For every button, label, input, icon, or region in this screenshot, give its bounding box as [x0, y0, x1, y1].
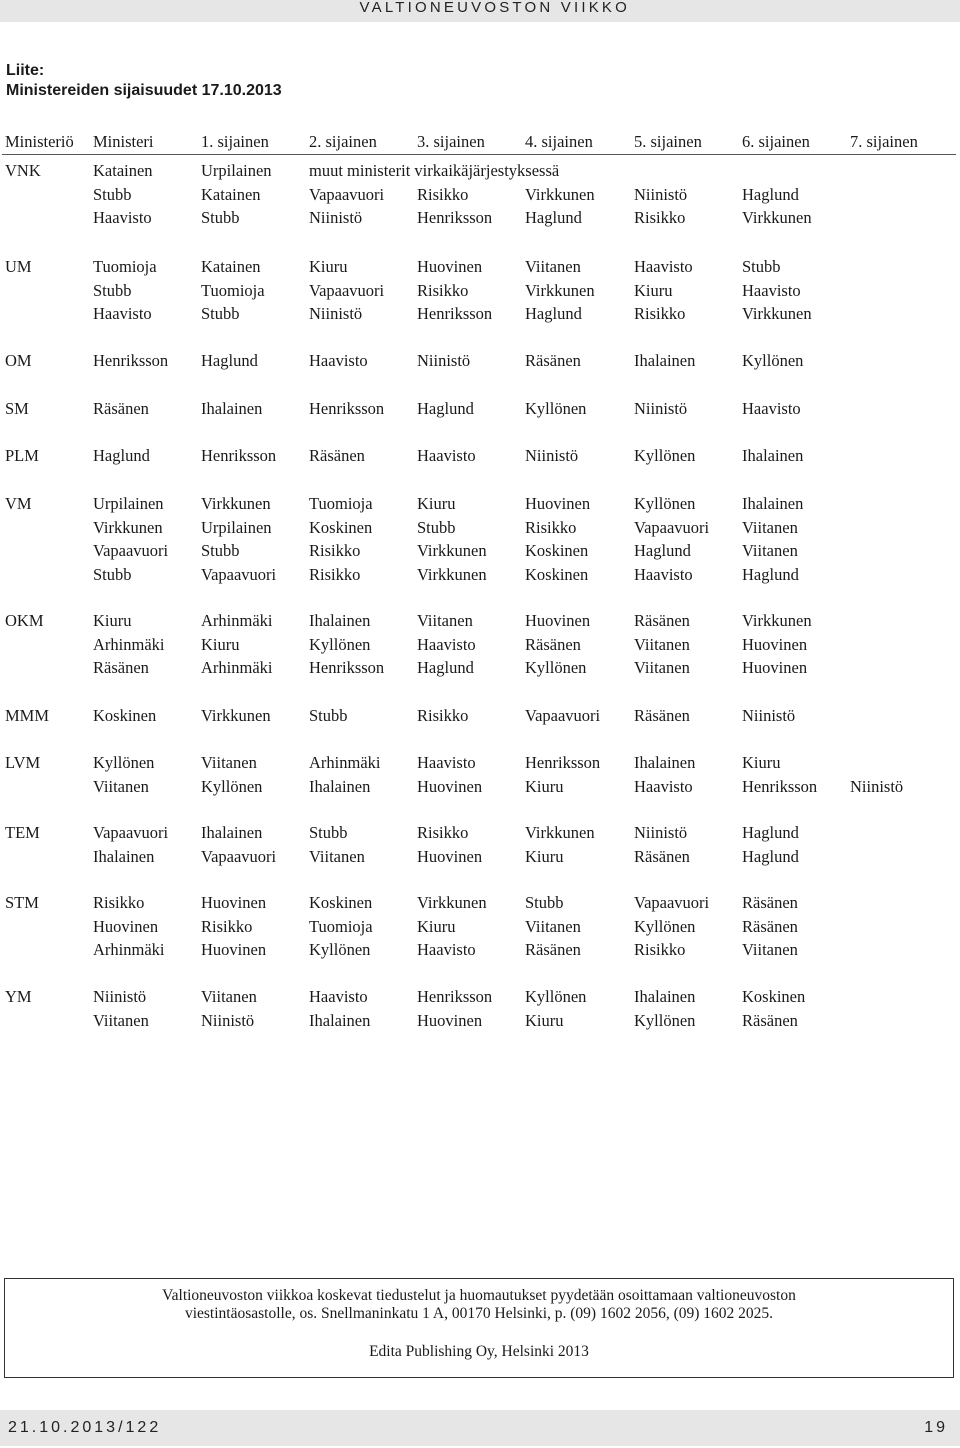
- substitute-name: muut ministerit virkaikäjärjestyksessä: [309, 161, 560, 180]
- substitute-name: Haglund: [417, 658, 474, 678]
- substitute-name: Stubb: [201, 304, 240, 324]
- substitute-name: Haavisto: [742, 280, 801, 300]
- substitute-name: Kyllönen: [309, 940, 371, 960]
- minister-name: Stubb: [93, 280, 132, 300]
- page-header-bar: [0, 0, 960, 22]
- substitute-name: Ihalainen: [634, 987, 696, 1006]
- substitute-name: Henriksson: [309, 658, 385, 678]
- contact-line-2: viestintäosastolle, os. Snellmaninkatu 1 A, 00170 Helsinki, p. (09) 1602 2056, (09) 1602 2025.: [184, 1305, 774, 1322]
- substitute-name: Räsänen: [634, 846, 690, 866]
- substitute-name: Räsänen: [309, 446, 365, 465]
- substitute-name: Vapaavuori: [634, 893, 710, 912]
- substitute-name: Haglund: [634, 541, 691, 561]
- substitute-name: Risikko: [417, 706, 469, 725]
- substitute-name: Ihalainen: [309, 1010, 371, 1030]
- substitute-name: Virkkunen: [525, 184, 595, 204]
- substitute-name: Virkkunen: [201, 706, 271, 725]
- substitute-name: Niinistö: [309, 304, 363, 324]
- minister-name: Urpilainen: [93, 494, 164, 513]
- substitute-name: Viitanen: [742, 541, 798, 561]
- substitute-name: Viitanen: [634, 658, 690, 678]
- substitute-name: Haavisto: [309, 987, 368, 1006]
- minister-name: Niinistö: [93, 987, 147, 1006]
- column-header: 5. sijainen: [634, 132, 702, 151]
- minister-name: Räsänen: [93, 399, 149, 418]
- substitute-name: Risikko: [417, 184, 469, 204]
- minister-name: Haavisto: [93, 304, 152, 324]
- minister-name: Tuomioja: [93, 257, 157, 276]
- substitute-name: Stubb: [525, 893, 564, 912]
- substitute-name: Ihalainen: [742, 494, 804, 513]
- substitute-name: Koskinen: [525, 541, 589, 561]
- substitute-name: Arhinmäki: [201, 658, 273, 678]
- substitute-name: Räsänen: [525, 634, 581, 654]
- ministry-code: SM: [5, 399, 29, 418]
- substitute-name: Kiuru: [742, 753, 781, 772]
- ministry-code: LVM: [5, 753, 41, 772]
- substitute-name: Henriksson: [417, 304, 493, 324]
- substitute-name: Koskinen: [309, 893, 373, 912]
- substitute-name: Urpilainen: [201, 517, 272, 537]
- appendix-label: Liite:: [6, 62, 45, 79]
- minister-name: Risikko: [93, 893, 145, 912]
- substitute-name: Haavisto: [742, 399, 801, 418]
- page-number: 19: [924, 1419, 948, 1436]
- substitute-name: Henriksson: [417, 987, 493, 1006]
- substitute-name: Kyllönen: [525, 399, 587, 418]
- substitute-name: Katainen: [201, 184, 261, 204]
- substitute-name: Haavisto: [417, 446, 476, 465]
- substitute-name: Stubb: [201, 541, 240, 561]
- minister-name: Ihalainen: [93, 846, 155, 866]
- substitute-name: Koskinen: [525, 564, 589, 584]
- substitute-name: Viitanen: [634, 634, 690, 654]
- substitute-name: Vapaavuori: [309, 280, 385, 300]
- substitute-name: Huovinen: [201, 893, 267, 912]
- substitute-name: Viitanen: [742, 940, 798, 960]
- substitute-name: Stubb: [742, 257, 781, 276]
- substitute-name: Haglund: [742, 823, 799, 842]
- substitute-name: Virkkunen: [417, 564, 487, 584]
- column-header: 4. sijainen: [525, 132, 593, 151]
- substitute-name: Huovinen: [417, 1010, 483, 1030]
- substitute-name: Ihalainen: [742, 446, 804, 465]
- substitute-name: Haavisto: [634, 257, 693, 276]
- substitute-name: Niinistö: [417, 351, 471, 370]
- substitute-name: Tuomioja: [201, 280, 265, 300]
- publisher-line: Edita Publishing Oy, Helsinki 2013: [369, 1343, 589, 1360]
- substitute-name: Stubb: [201, 208, 240, 228]
- minister-name: Räsänen: [93, 658, 149, 678]
- ministry-code: UM: [5, 257, 32, 276]
- substitute-name: Huovinen: [417, 257, 483, 276]
- substitute-name: Henriksson: [201, 446, 277, 465]
- page-footer-bar: [0, 1410, 960, 1446]
- substitute-name: Tuomioja: [309, 916, 373, 936]
- substitute-name: Virkkunen: [417, 541, 487, 561]
- substitute-name: Räsänen: [525, 351, 581, 370]
- substitute-name: Henriksson: [742, 776, 818, 796]
- minister-name: Henriksson: [93, 351, 169, 370]
- substitute-name: Virkkunen: [525, 823, 595, 842]
- substitute-name: Räsänen: [525, 940, 581, 960]
- appendix-heading: [6, 61, 282, 101]
- minister-name: Viitanen: [93, 776, 149, 796]
- substitute-name: Kyllönen: [201, 776, 263, 796]
- substitute-name: Risikko: [201, 916, 253, 936]
- substitute-name: Stubb: [417, 517, 456, 537]
- substitute-name: Huovinen: [742, 658, 808, 678]
- substitute-name: Niinistö: [634, 184, 688, 204]
- substitute-name: Huovinen: [525, 611, 591, 630]
- substitute-name: Viitanen: [525, 916, 581, 936]
- minister-name: Kiuru: [93, 611, 132, 630]
- substitute-name: Kiuru: [525, 1010, 564, 1030]
- substitute-name: Viitanen: [201, 753, 257, 772]
- substitute-name: Ihalainen: [309, 776, 371, 796]
- substitute-name: Niinistö: [309, 208, 363, 228]
- substitute-name: Viitanen: [417, 611, 473, 630]
- substitute-name: Niinistö: [525, 446, 579, 465]
- minister-name: Haglund: [93, 446, 150, 465]
- ministry-code: VM: [5, 494, 32, 513]
- substitute-name: Haglund: [417, 399, 474, 418]
- substitute-name: Viitanen: [525, 257, 581, 276]
- minister-name: Koskinen: [93, 706, 157, 725]
- substitute-name: Kyllönen: [742, 351, 804, 370]
- substitute-name: Huovinen: [417, 776, 483, 796]
- substitute-name: Risikko: [634, 304, 686, 324]
- substitute-name: Vapaavuori: [309, 184, 385, 204]
- substitute-name: Henriksson: [309, 399, 385, 418]
- substitute-name: Niinistö: [742, 706, 796, 725]
- appendix-title: Ministereiden sijaisuudet 17.10.2013: [6, 82, 282, 99]
- substitute-name: Kiuru: [417, 494, 456, 513]
- substitute-name: Kyllönen: [634, 494, 696, 513]
- substitute-name: Niinistö: [634, 399, 688, 418]
- substitute-name: Huovinen: [201, 940, 267, 960]
- substitute-name: Koskinen: [742, 987, 806, 1006]
- substitute-name: Ihalainen: [634, 351, 696, 370]
- substitute-name: Katainen: [201, 257, 261, 276]
- header-rule: [2, 154, 956, 155]
- substitute-name: Haavisto: [417, 634, 476, 654]
- substitute-name: Huovinen: [525, 494, 591, 513]
- substitute-name: Virkkunen: [742, 208, 812, 228]
- substitute-name: Ihalainen: [309, 611, 371, 630]
- substitute-name: Virkkunen: [742, 304, 812, 324]
- substitute-name: Haavisto: [634, 776, 693, 796]
- substitute-name: Haglund: [201, 351, 258, 370]
- substitute-name: Kiuru: [525, 776, 564, 796]
- ministry-code: MMM: [5, 706, 50, 725]
- column-header: 7. sijainen: [850, 132, 918, 151]
- substitute-name: Tuomioja: [309, 494, 373, 513]
- substitute-name: Risikko: [634, 208, 686, 228]
- substitute-name: Kiuru: [634, 280, 673, 300]
- substitute-name: Urpilainen: [201, 161, 272, 180]
- substitute-name: Kyllönen: [309, 634, 371, 654]
- substitute-name: Niinistö: [201, 1010, 255, 1030]
- contact-box: [4, 1278, 954, 1378]
- ministry-code: YM: [5, 987, 32, 1006]
- substitute-name: Kyllönen: [525, 987, 587, 1006]
- substitute-name: Niinistö: [634, 823, 688, 842]
- ministry-code: TEM: [5, 823, 40, 842]
- substitute-name: Risikko: [525, 517, 577, 537]
- substitute-name: Huovinen: [417, 846, 483, 866]
- substitute-name: Räsänen: [742, 893, 798, 912]
- substitute-name: Haavisto: [309, 351, 368, 370]
- substitute-name: Haglund: [525, 208, 582, 228]
- substitute-name: Kyllönen: [525, 658, 587, 678]
- column-header: 6. sijainen: [742, 132, 810, 151]
- column-header: Ministeriö: [5, 132, 74, 151]
- substitute-name: Risikko: [417, 823, 469, 842]
- substitute-name: Ihalainen: [634, 753, 696, 772]
- minister-name: Kyllönen: [93, 753, 155, 772]
- substitute-name: Vapaavuori: [525, 706, 601, 725]
- minister-name: Arhinmäki: [93, 940, 165, 960]
- minister-name: Vapaavuori: [93, 823, 169, 842]
- substitute-name: Räsänen: [742, 1010, 798, 1030]
- ministry-code: PLM: [5, 446, 39, 465]
- substitute-name: Arhinmäki: [201, 611, 273, 630]
- substitute-name: Räsänen: [634, 611, 690, 630]
- minister-name: Stubb: [93, 564, 132, 584]
- substitute-name: Henriksson: [525, 753, 601, 772]
- contact-line-1: Valtioneuvoston viikkoa koskevat tiedustelut ja huomautukset pyydetään osoittamaan valtioneuvoston: [162, 1287, 796, 1304]
- substitute-name: Henriksson: [417, 208, 493, 228]
- ministry-code: OM: [5, 351, 32, 370]
- column-header: Ministeri: [93, 132, 154, 151]
- substitute-name: Haavisto: [417, 753, 476, 772]
- substitute-name: Stubb: [309, 823, 348, 842]
- substitute-name: Virkkunen: [742, 611, 812, 630]
- substitute-name: Vapaavuori: [201, 846, 277, 866]
- column-header: 1. sijainen: [201, 132, 269, 151]
- minister-name: Stubb: [93, 184, 132, 204]
- issue-number: 21.10.2013/122: [8, 1419, 162, 1436]
- substitute-name: Niinistö: [850, 776, 904, 796]
- minister-name: Vapaavuori: [93, 541, 169, 561]
- substitute-name: Ihalainen: [201, 823, 263, 842]
- substitute-name: Vapaavuori: [634, 517, 710, 537]
- ministry-code: STM: [5, 893, 39, 912]
- substitute-name: Virkkunen: [525, 280, 595, 300]
- substitute-name: Räsänen: [634, 706, 690, 725]
- substitute-name: Kyllönen: [634, 916, 696, 936]
- minister-name: Virkkunen: [93, 517, 163, 537]
- substitute-name: Risikko: [417, 280, 469, 300]
- substitute-name: Kiuru: [417, 916, 456, 936]
- minister-name: Katainen: [93, 161, 153, 180]
- column-header: 2. sijainen: [309, 132, 377, 151]
- ministry-code: VNK: [5, 161, 41, 180]
- substitute-name: Virkkunen: [417, 893, 487, 912]
- column-header: 3. sijainen: [417, 132, 485, 151]
- substitute-name: Risikko: [309, 541, 361, 561]
- substitute-name: Räsänen: [742, 916, 798, 936]
- substitute-name: Viitanen: [201, 987, 257, 1006]
- substitute-name: Koskinen: [309, 517, 373, 537]
- substitute-name: Kyllönen: [634, 446, 696, 465]
- substitute-name: Huovinen: [742, 634, 808, 654]
- substitute-name: Virkkunen: [201, 494, 271, 513]
- substitute-name: Risikko: [309, 564, 361, 584]
- substitute-name: Kyllönen: [634, 1010, 696, 1030]
- substitute-name: Haglund: [742, 184, 799, 204]
- substitute-name: Vapaavuori: [201, 564, 277, 584]
- substitute-name: Viitanen: [309, 846, 365, 866]
- substitute-name: Kiuru: [309, 257, 348, 276]
- substitute-name: Stubb: [309, 706, 348, 725]
- substitute-name: Haglund: [525, 304, 582, 324]
- substitute-name: Haavisto: [417, 940, 476, 960]
- substitute-name: Haglund: [742, 846, 799, 866]
- publication-title: VALTIONEUVOSTON VIIKKO: [359, 0, 630, 16]
- substitute-name: Ihalainen: [201, 399, 263, 418]
- substitute-name: Haglund: [742, 564, 799, 584]
- ministry-code: OKM: [5, 611, 44, 630]
- substitute-name: Haavisto: [634, 564, 693, 584]
- minister-name: Arhinmäki: [93, 634, 165, 654]
- substitute-name: Kiuru: [201, 634, 240, 654]
- substitute-name: Viitanen: [742, 517, 798, 537]
- minister-name: Viitanen: [93, 1010, 149, 1030]
- substitute-name: Kiuru: [525, 846, 564, 866]
- minister-name: Huovinen: [93, 916, 159, 936]
- substitute-name: Risikko: [634, 940, 686, 960]
- minister-name: Haavisto: [93, 208, 152, 228]
- substitute-name: Arhinmäki: [309, 753, 381, 772]
